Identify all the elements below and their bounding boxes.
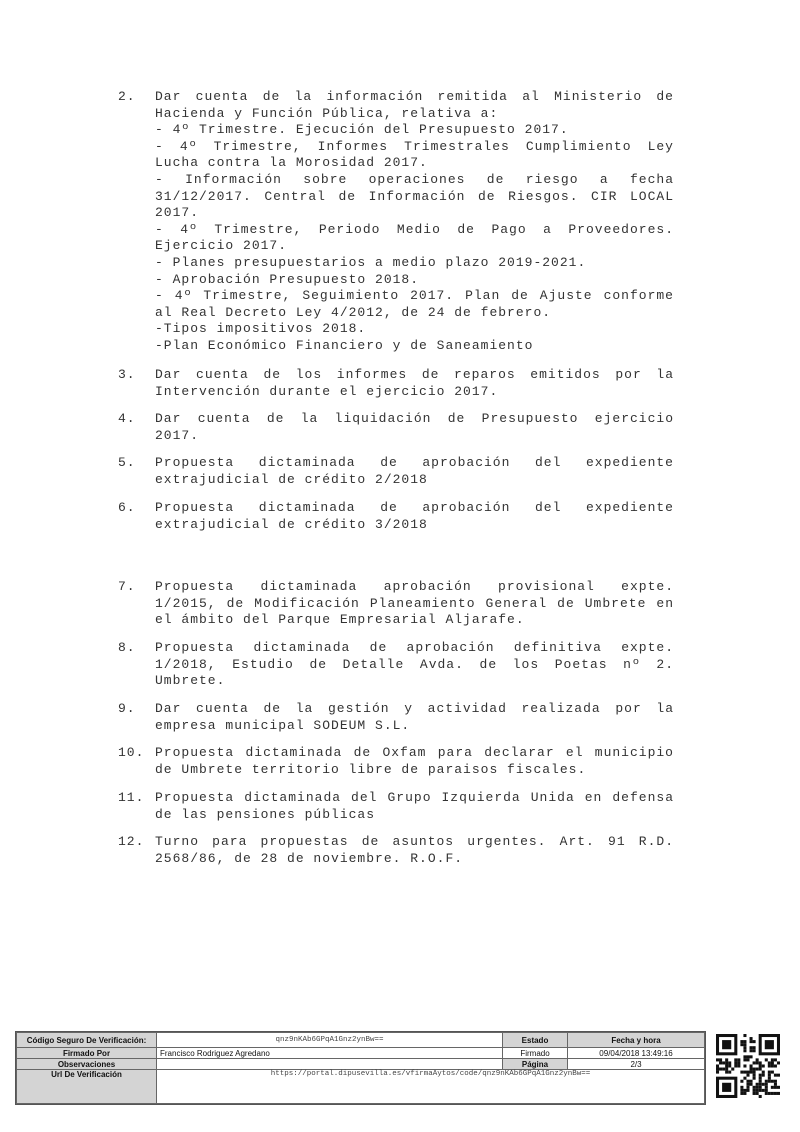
agenda-item-line: al Real Decreto Ley 4/2012, de 24 de febrero. — [155, 304, 552, 320]
agenda-item-line: 2568/86, de 28 de noviembre. R.O.F. — [155, 850, 464, 866]
agenda-item-line: Propuesta dictaminada de aprobación del expediente — [155, 500, 674, 515]
agenda-item-line: - 4º Trimestre, Seguimiento 2017. Plan de Ajuste conforme — [155, 288, 674, 304]
agenda-item-line: - 4º Trimestre. Ejecución del Presupuesto 2017. — [155, 122, 569, 138]
estado-label: Estado — [503, 1033, 568, 1048]
agenda-item-number: 2. — [118, 89, 136, 104]
csv-label: Código Seguro De Verificación: — [17, 1033, 157, 1048]
agenda-item-line: de Umbrete territorio libre de paraisos fiscales. — [155, 761, 587, 777]
fecha-value: 09/04/2018 13:49:16 — [568, 1048, 705, 1059]
agenda-item-line: 31/12/2017. Central de Información de Riesgos. CIR LOCAL — [155, 188, 674, 204]
observaciones-label: Observaciones — [17, 1059, 157, 1070]
agenda-item-line: Propuesta dictaminada de Oxfam para declarar el municipio — [155, 745, 674, 760]
agenda-item-line: 1/2018, Estudio de Detalle Avda. de los Poetas nº 2. — [155, 656, 674, 672]
agenda-item-line: Dar cuenta de la información remitida al Ministerio de — [155, 89, 674, 104]
agenda-item — [118, 411, 674, 444]
agenda-item — [118, 579, 674, 629]
signature-verification-table — [15, 1031, 706, 1105]
agenda-item — [118, 640, 674, 690]
agenda-item-line: Propuesta dictaminada de aprobación del expediente — [155, 455, 674, 470]
agenda-item-line: Turno para propuestas de asuntos urgentes. Art. 91 R.D. — [155, 834, 674, 849]
agenda-item-line: el ámbito del Parque Empresarial Aljarafe. — [155, 612, 525, 628]
firmado-por-value: Francisco Rodriguez Agredano — [157, 1048, 503, 1059]
agenda-item — [118, 834, 674, 867]
agenda-item-number: 12. — [118, 834, 145, 849]
agenda-item-line: - Información sobre operaciones de riesgo a fecha — [155, 171, 674, 187]
agenda-item-number: 11. — [118, 790, 145, 805]
agenda-item — [118, 500, 674, 533]
agenda-item-line: Propuesta dictaminada de aprobación definitiva expte. — [155, 640, 674, 655]
agenda-item-number: 8. — [118, 640, 136, 655]
agenda-item-line: 2017. — [155, 205, 200, 221]
agenda-item — [118, 790, 674, 823]
agenda-item-line: Ejercicio 2017. — [155, 238, 288, 254]
agenda-item-line: - Planes presupuestarios a medio plazo 2019-2021. — [155, 254, 587, 270]
agenda-item-number: 7. — [118, 579, 136, 594]
agenda-item — [118, 367, 674, 400]
agenda-item-line: Hacienda y Función Pública, relativa a: — [155, 105, 499, 121]
agenda-item-number: 5. — [118, 455, 136, 470]
agenda-item-line: Propuesta dictaminada aprobación provisional expte. — [155, 579, 674, 594]
url-label: Url De Verificación — [17, 1070, 157, 1104]
agenda-item-line: Dar cuenta de la liquidación de Presupuesto ejercicio — [155, 411, 674, 426]
firmado-por-label: Firmado Por — [17, 1048, 157, 1059]
agenda-item-number: 3. — [118, 367, 136, 382]
qr-code-icon — [716, 1033, 780, 1099]
agenda-item-line: 1/2015, de Modificación Planeamiento General de Umbrete en — [155, 595, 674, 611]
agenda-item-line: empresa municipal SODEUM S.L. — [155, 717, 411, 733]
pagina-label: Página — [503, 1059, 568, 1070]
url-value[interactable]: https://portal.dipusevilla.es/vfirmaAytos/code/qnz9nKAb6GPqA1Gnz2ynBw== — [157, 1070, 705, 1104]
agenda-item-line: Dar cuenta de los informes de reparos emitidos por la — [155, 367, 674, 382]
agenda-item-line: Lucha contra la Morosidad 2017. — [155, 155, 428, 171]
agenda-item-line: 2017. — [155, 427, 200, 443]
agenda-item-line: Propuesta dictaminada del Grupo Izquierda Unida en defensa — [155, 790, 674, 805]
fecha-label: Fecha y hora — [568, 1033, 705, 1048]
observaciones-value — [157, 1059, 503, 1070]
agenda-item-number: 4. — [118, 411, 136, 426]
agenda-item-line: - 4º Trimestre, Informes Trimestrales Cumplimiento Ley — [155, 138, 674, 154]
agenda-item-line: Intervención durante el ejercicio 2017. — [155, 383, 499, 399]
agenda-item-line: - Aprobación Presupuesto 2018. — [155, 271, 420, 287]
pagina-value: 2/3 — [568, 1059, 705, 1070]
csv-value: qnz9nKAb6GPqA1Gnz2ynBw== — [157, 1033, 503, 1048]
agenda-item-number: 6. — [118, 500, 136, 515]
agenda-item-line: extrajudicial de crédito 2/2018 — [155, 471, 428, 487]
agenda-item-line: Dar cuenta de la gestión y actividad realizada por la — [155, 701, 674, 716]
agenda-item-line: -Plan Económico Financiero y de Saneamiento — [155, 337, 534, 353]
agenda-item — [118, 701, 674, 734]
agenda-item-line: de las pensiones públicas — [155, 806, 376, 822]
agenda-item-number: 10. — [118, 745, 145, 760]
agenda-item-line: -Tipos impositivos 2018. — [155, 321, 367, 337]
agenda-item-line: - 4º Trimestre, Periodo Medio de Pago a Proveedores. — [155, 221, 674, 237]
agenda-item-line: extrajudicial de crédito 3/2018 — [155, 516, 428, 532]
agenda-item-line: Umbrete. — [155, 673, 226, 689]
estado-value: Firmado — [503, 1048, 568, 1059]
agenda-item-number: 9. — [118, 701, 136, 716]
agenda-item — [118, 745, 674, 778]
agenda-item — [118, 455, 674, 488]
agenda-item — [118, 89, 674, 355]
